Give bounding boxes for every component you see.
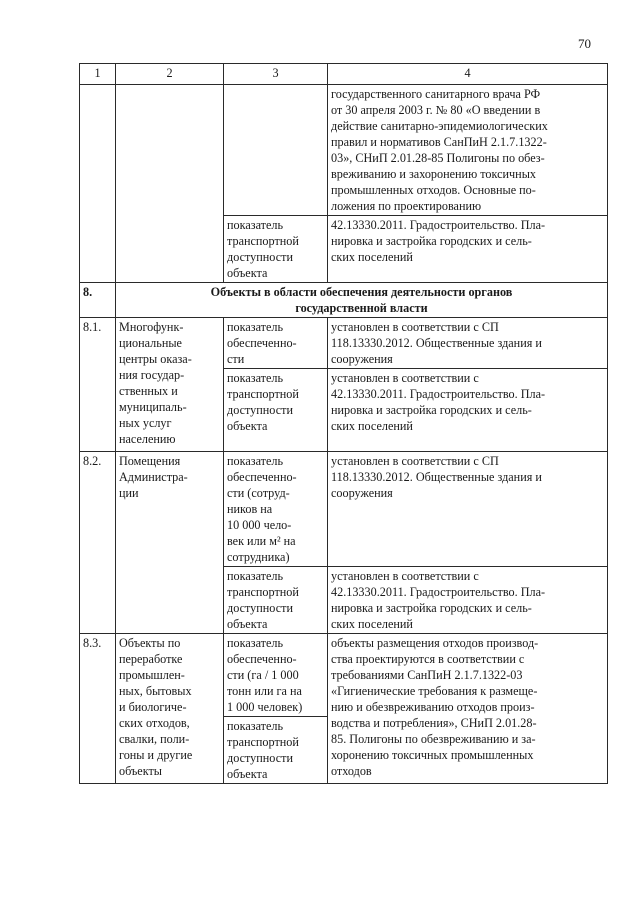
column-header: 2	[116, 64, 224, 85]
requirement-cell: установлен в соответствии с СП 118.13330.2012. Общественные здания и сооружения	[328, 318, 608, 369]
row-number-cell	[80, 85, 116, 283]
indicator-text: показатель обеспеченно- сти (сотруд- ников на 10 000 чело- век или м² на сотрудника)	[227, 454, 297, 564]
indicator-cell: показатель транспортной доступности объекта	[224, 216, 328, 283]
requirement-cell: установлен в соответствии с 42.13330.2011. Градостроительство. Пла- нировка и застройка городских и сель- ских поселений	[328, 567, 608, 634]
indicator-cell	[224, 85, 328, 216]
table-row	[80, 452, 608, 567]
object-name-cell: Помещения Администра- ции	[116, 452, 224, 634]
indicator-cell: показатель транспортной доступности объекта	[224, 717, 328, 784]
requirement-cell: установлен в соответствии с СП 118.13330.2012. Общественные здания и сооружения	[328, 452, 608, 567]
requirement-cell: установлен в соответствии с 42.13330.2011. Градостроительство. Пла- нировка и застройка городских и сель- ских поселений	[328, 369, 608, 452]
object-name-cell	[116, 85, 224, 283]
indicator-cell: показатель обеспеченно- сти (га / 1 000 тонн или га на 1 000 человек)	[224, 634, 328, 717]
row-number-cell: 8.3.	[80, 634, 116, 784]
column-header: 4	[328, 64, 608, 85]
column-header: 1	[80, 64, 116, 85]
object-name-cell: Объекты по переработке промышлен- ных, бытовых и биологиче- ских отходов, свалки, поли- гоны и другие объекты	[116, 634, 224, 784]
section-number: 8.	[80, 283, 116, 318]
column-header: 3	[224, 64, 328, 85]
object-name-cell: Многофунк- циональные центры оказа- ния государ- ственных и муниципаль- ных услуг населению	[116, 318, 224, 452]
norms-table	[79, 63, 608, 784]
requirement-cell: объекты размещения отходов производ- ства проектируются в соответствии с требованиями СанПиН 2.1.7.1322-03 «Гигиенические требования к размеще- нию и обезвреживанию отходов произ- водства и потребления», СНиП 2.01.28- 85. Полигоны по обезвреживанию и за- хоронению токсичных промышленных отходов	[328, 634, 608, 784]
table-header-row	[80, 64, 608, 85]
row-number-cell: 8.1.	[80, 318, 116, 452]
table-row	[80, 85, 608, 216]
indicator-cell: показатель транспортной доступности объекта	[224, 369, 328, 452]
table-row	[80, 634, 608, 717]
indicator-cell	[224, 452, 328, 567]
requirement-cell: 42.13330.2011. Градостроительство. Пла- нировка и застройка городских и сель- ских поселений	[328, 216, 608, 283]
section-title: Объекты в области обеспечения деятельности органов государственной власти	[116, 283, 608, 318]
indicator-cell: показатель транспортной доступности объекта	[224, 567, 328, 634]
indicator-cell: показатель обеспеченно- сти	[224, 318, 328, 369]
page-number: 70	[578, 36, 591, 51]
requirement-cell: государственного санитарного врача РФ от 30 апреля 2003 г. № 80 «О введении в действие санитарно-эпидемиологических правил и нормативов СанПиН 2.1.7.1322- 03», СНиП 2.01.28-85 Полигоны по обез- вреживанию и захоронению токсичных промышленных отходов. Основные по- ложения по проектированию	[328, 85, 608, 216]
table-row	[80, 318, 608, 369]
row-number-cell: 8.2.	[80, 452, 116, 634]
section-row	[80, 283, 608, 318]
